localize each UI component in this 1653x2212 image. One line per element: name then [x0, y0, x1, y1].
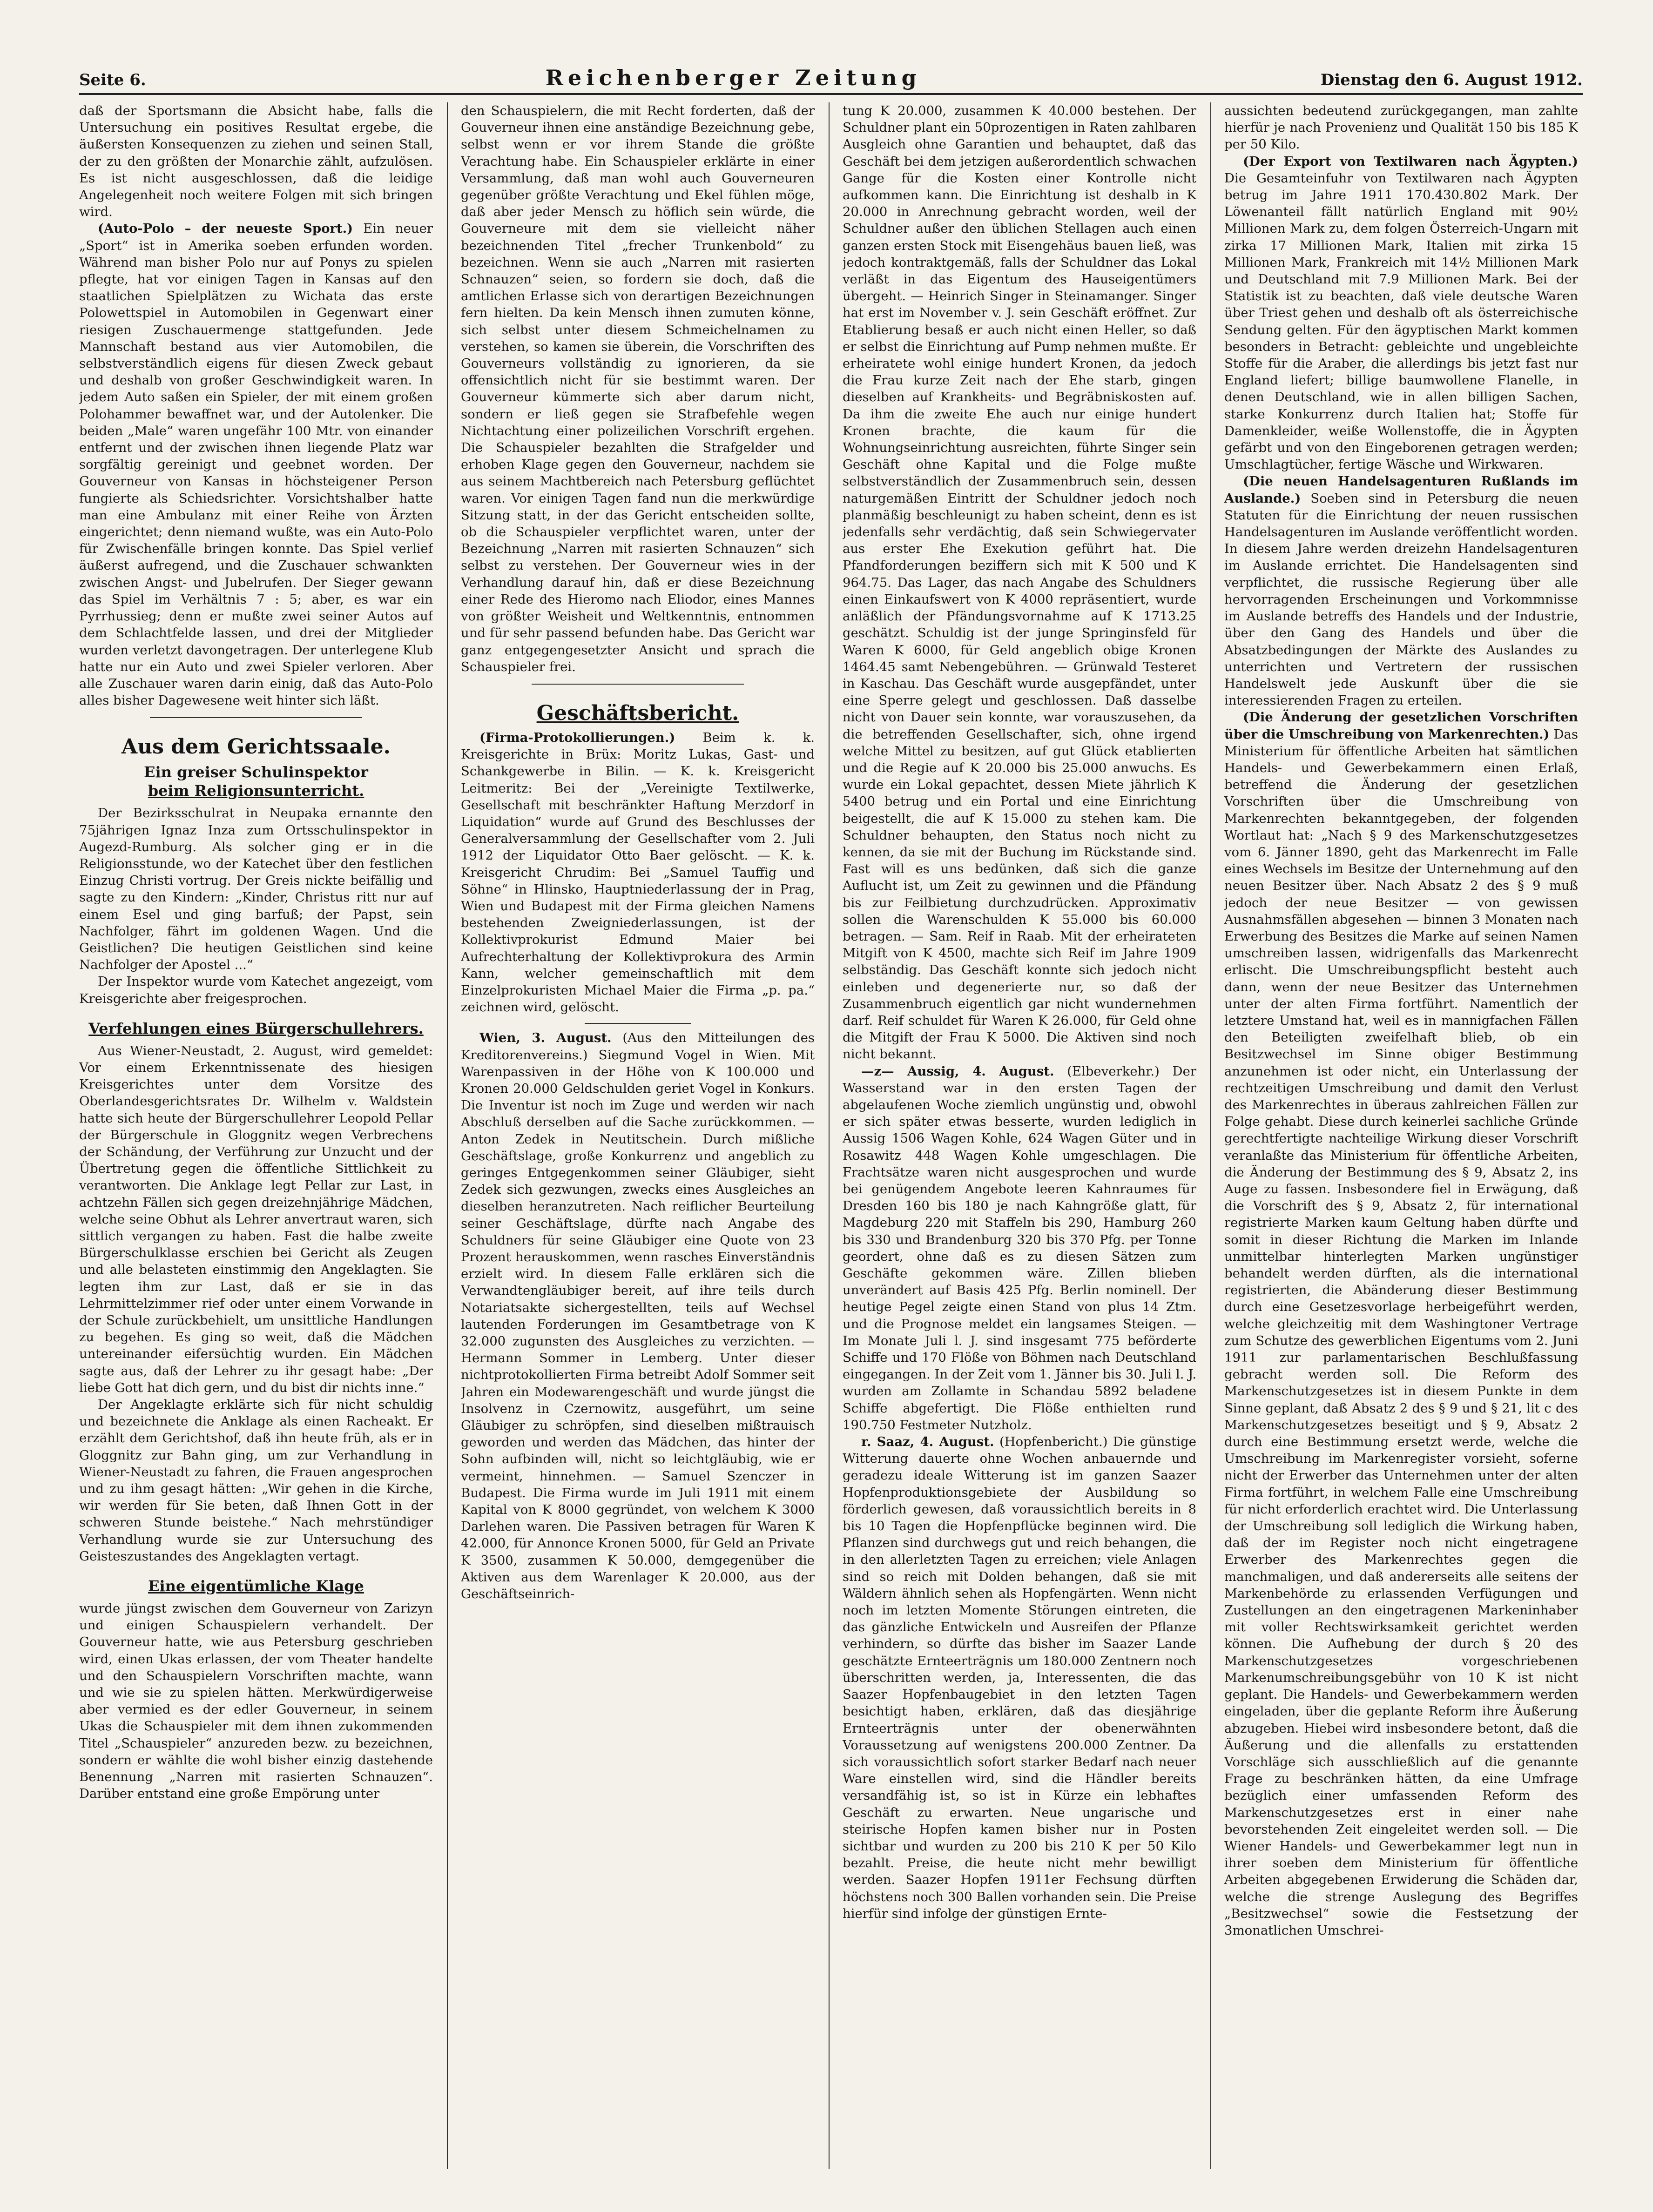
column-2 — [461, 102, 815, 2169]
article-paragraph — [79, 220, 433, 709]
newspaper-page — [79, 56, 1583, 2178]
article-lead: —z— Aussig, 4. August. — [861, 1063, 1054, 1079]
article-heading: beim Religionsunterricht. — [148, 782, 364, 800]
article-text: Soeben sind in Petersburg die neuen Statuten für die Einrichtung der neuen russischen Handelsagenturen im Auslande veröffentlicht worden. In diesem Jahre werden dreizehn Handelsagenturen im Auslande errichtet. Die Handelsagenten sind verpflichtet, die russische Regierung über alle hervorragenden Erscheinungen und Vorkommnisse im Auslande betreffs des Handels und der Industrie, über den Gang des Handels und über die Absatzbedingungen der Märkte des Auslandes zu unterrichten und Vertretern der russischen Handelswelt jede Auskunft über die sie interessierenden Fragen zu erteilen. — [1224, 491, 1578, 708]
section-heading: Geschäftsbericht. — [536, 701, 739, 725]
article-paragraph: Aus Wiener-Neustadt, 2. August, wird gemeldet: Vor einem Erkenntnissenate des hiesigen Kreisgerichtes unter dem Vorsitze des Oberlandesgerichtsrates Dr. Wilhelm v. Waldstein hatte sich heute der Bürgerschullehrer Leopold Pellar der Bürgerschule in Gloggnitz wegen Verbrechens der Schändung, der Verführung zur Unzucht und der Übertretung gegen die öffentliche Sittlichkeit zu verantworten. Die Anklage legt Pellar zur Last, in achtzehn Fällen sich gegen dreizehnjährige Mädchen, welche seine Obhut als Lehrer anvertraut waren, sich sittlich vergangen zu haben. Fast die halbe zweite Bürgerschulklasse erschien bei Gericht als Zeugen und alle belasteten einstimmig den Angeklagten. Sie legten ihm zur Last, daß er sie in das Lehrmittelzimmer rief oder unter einem Vorwande in der Schule zurückbehielt, um unsittliche Handlungen zu begehen. Es ging so weit, daß die Mädchen untereinander eifersüchtig wurden. Ein Mädchen sagte aus, daß der Lehrer zu ihr gesagt habe: „Der liebe Gott hat dich gern, und du bist dir nichts inne.“ — [79, 1043, 433, 1395]
article-paragraph: aussichten bedeutend zurückgegangen, man zahlte hierfür je nach Provenienz und Qualität 150 bis 185 K per 50 Kilo. — [1224, 103, 1578, 152]
article-lead: (Auto-Polo – der neueste Sport.) — [98, 221, 353, 236]
column-rule — [829, 102, 830, 2169]
article-paragraph — [1224, 709, 1578, 1939]
issue-date: Dienstag den 6. August 1912. — [1320, 71, 1583, 89]
article-lead: (Die Änderung der gesetzlichen Vorschriften über die Umschreibung von Markenrechten.) — [1224, 710, 1578, 742]
article-lead: (Der Export von Textilwaren nach Ägypten.) — [1243, 154, 1578, 169]
article-text: (Elbeverkehr.) Der Wasserstand war in den ersten Tagen der abgelaufenen Woche ziemlich ungünstig und, obwohl er sich später etwas besserte, wurden lediglich in Aussig 1506 Wagen Kohle, 624 Wagen Güter und in Rosawitz 448 Wagen Kohle umgeschlagen. Die Frachtsätze waren nicht ausgesprochen und wurde bei genügendem Angebote leeren Kahnraumes für Dresden 160 bis 180 je nach Kahngröße glatt, für Magdeburg 220 mit Staffeln bis 290, Hamburg 260 bis 330 und Brandenburg 320 bis 370 Pfg. per Tonne geordert, ohne daß es zu diesen Sätzen zum Geschäfte gekommen wäre. Zillen blieben unverändert auf Basis 425 Pfg. Berlin nominell. Der heutige Pegel zeigte einen Stand von plus 14 Ztm. und die Prognose meldet ein langsames Steigen. — Im Monate Juli l. J. sind insgesamt 775 beförderte Schiffe und 170 Flöße von Böhmen nach Deutschland eingegangen. In der Zeit vom 1. Jänner bis 30. Juli l. J. wurden am Zollamte in Schandau 5892 beladene Schiffe abgefertigt. Die Flöße enthielten rund 190.750 Festmeter Nutzholz. — [843, 1063, 1196, 1432]
section-divider — [532, 684, 744, 685]
article-lead: (Die neuen Handelsagenturen Rußlands im Auslande.) — [1224, 474, 1578, 506]
article-paragraph: daß der Sportsmann die Absicht habe, falls die Untersuchung ein positives Resultat ergebe, die äußersten Konsequenzen zu ziehen und seinen Stall, der zu den größten der Monarchie zählt, aufzulösen. Es ist nicht ausgeschlossen, daß die leidige Angelegenheit noch weitere Folgen mit sich bringen wird. — [79, 103, 433, 220]
article-paragraph — [1224, 153, 1578, 473]
article-text: Beim k. k. Kreisgerichte in Brüx: Moritz Lukas, Gast- und Schankgewerbe in Bilin. — K. k. Kreisgericht Leitmeritz: Bei der „Vereinigte Textilwerke, Gesellschaft mit beschränkter Haftung Merzdorf in Liquidation“ wurde auf Grund des Beschlusses der Generalversammlung der Gesellschafter vom 2. Juli 1912 der Liquidator Otto Baer gelöscht. — K. k. Kreisgericht Chrudim: Bei „Samuel Tauffig und Söhne“ in Hlinsko, Hauptniederlassung der in Prag, Wien und Budapest mit der Firma gleichen Namens bestehenden Zweigniederlassungen, ist der Kollektivprokurist Edmund Maier bei Aufrechterhaltung der Kollektivprokura des Armin Kann, welcher gemeinschaftlich mit dem Einzelprokuristen Michael Maier die Firma „p. pa.“ zeichnen wird, gelöscht. — [461, 730, 815, 1015]
article-paragraph: Der Inspektor wurde vom Katechet angezeigt, vom Kreisgerichte aber freigesprochen. — [79, 974, 433, 1006]
page-number: Seite 6. — [79, 71, 146, 89]
article-heading: Eine eigentümliche Klage — [148, 1577, 364, 1595]
column-rule — [447, 102, 448, 2169]
article-text: Die Gesamteinfuhr von Textilwaren nach Ägypten betrug im Jahre 1911 170.430.802 Mark. Der Löwenanteil fällt natürlich England mit 90½ Millionen Mark zu, dem folgen Österreich-Ungarn mit zirka 17 Millionen Mark, Italien mit zirka 15 Millionen Mark, Frankreich mit 14½ Millionen Mark und Deutschland mit 7.9 Millionen Mark. Bei der Statistik ist zu beachten, daß viele deutsche Waren über Triest gehen und deshalb oft als österreichische Sendung gelten. Für den ägyptischen Markt kommen besonders in Betracht: gebleichte und ungebleichte Stoffe für die Araber, die allerdings bis jetzt fast nur England liefert; billige baumwollene Flanelle, in denen Deutschland, wie in allen billigen Sachen, starke Konkurrenz durch Italien hat; Stoffe für Damenkleider, weiße Wollenstoffe, die in Ägypten gefärbt und von den Eingeborenen getragen werden; Umschlagtücher, fertige Wäsche und Wirkwaren. — [1224, 170, 1578, 472]
columns — [79, 102, 1583, 2169]
column-4 — [1224, 102, 1578, 2169]
article-lead: (Firma-Protokollierungen.) — [479, 730, 675, 745]
newspaper-title: Reichenberger Zeitung — [545, 65, 921, 90]
column-3 — [843, 102, 1196, 2169]
article-paragraph — [843, 1063, 1196, 1433]
article-text: Das Ministerium für öffentliche Arbeiten hat sämtlichen Handels- und Gewerbekammern einen Erlaß, betreffend die Änderung der gesetzlichen Vorschriften über die Umschreibung von Markenrechten bekanntgegeben, der folgenden Wortlaut hat: „Nach § 9 des Markenschutzgesetzes vom 6. Jänner 1890, geht das Markenrecht im Falle eines Wechsels im Besitze der Unternehmung auf den neuen Besitzer über. Nach Absatz 2 des § 9 muß jedoch der neue Besitzer — von gewissen Ausnahmsfällen abgesehen — binnen 3 Monaten nach Erwerbung des Besitzes die Marke auf seinen Namen umschreiben lassen, widrigenfalls das Markenrecht erlischt. Die Umschreibungspflicht besteht auch dann, wenn der neue Besitzer das Unternehmen unter der alten Firma fortführt. Namentlich der letztere Umstand hat, weil es in mannigfachen Fällen den Beteiligten zweifelhaft blieb, ob ein Besitzwechsel im Sinne obiger Bestimmung anzunehmen ist oder nicht, ein Unterlassung der rechtzeitigen Umschreibung und damit den Verlust des Markenrechtes in überaus zahlreichen Fällen zur Folge gehabt. Diese durch keinerlei sachliche Gründe gerechtfertigte nachteilige Wirkung dieser Vorschrift veranlaßte das Ministerium für öffentliche Arbeiten, die Änderung der Bestimmung des § 9, Absatz 2, ins Auge zu fassen. Insbesondere fiel in Erwägung, daß die Vorschrift des § 9, Absatz 2, für international registrierte Marken kaum Geltung haben dürfte und somit in dieser Richtung die Marken im Inlande unmittelbar hinterlegten Marken ungünstiger behandelt werden dürften, als die international registrierten, die Abänderung dieser Bestimmung durch eine Gesetzesvorlage herbeigeführt werden, welche gleichzeitig mit dem Washingtoner Vertrage zum Schutze des gewerblichen Eigentums vom 2. Juni 1911 zur parlamentarischen Beschlußfassung gebracht werden soll. Die Reform des Markenschutzgesetzes ist in diesem Punkte in dem Sinne geplant, daß Absatz 2 des § 9 und § 21, lit c des Markenschutzgesetzes beseitigt und § 9, Absatz 2 durch eine Bestimmung ersetzt werde, welche die Umschreibung im Markenregister vorsieht, soferne nicht der Erwerber das Unternehmen unter der alten Firma fortführt, in welchem Falle eine Umschreibung für nicht erforderlich erachtet wird. Die Unterlassung der Umschreibung soll lediglich die Wirkung haben, daß der im Register noch nicht eingetragene Erwerber des Markenrechtes gegen die manchmaligen, und daß andererseits alle seitens der Markenbehörde zu erlassenden Verfügungen und Zustellungen an den eingetragenen Markeninhaber mit voller Rechtswirksamkeit gerichtet werden können. Die Aufhebung der durch § 20 des Markenschutzgesetzes vorgeschriebenen Markenumschreibungsgebühr von 10 K ist nicht geplant. Die Handels- und Gewerbekammern werden eingeladen, über die geplante Reform ihre Äußerung abzugeben. Hiebei wird insbesondere betont, daß die Äußerung und die allenfalls zu erstattenden Vorschläge sich ausschließlich auf die genannte Frage zu beschränken hätten, da eine Umfrage bezüglich einer umfassenden Reform des Markenschutzgesetzes erst in einer nahe bevorstehenden Zeit eingeleitet werden soll. — Die Wiener Handels- und Gewerbekammer legt nun in ihrer soeben dem Ministerium für öffentliche Arbeiten abgegebenen Erwiderung die Schäden dar, welche die strenge Auslegung des Begriffes „Besitzwechsel“ sowie die Festsetzung der 3monatlichen Umschrei- — [1224, 726, 1578, 1938]
article-paragraph: tung K 20.000, zusammen K 40.000 bestehen. Der Schuldner plant ein 50prozentigen in Raten zahlbaren Ausgleich ohne Garantien und behauptet, daß das Geschäft bei dem jetzigen außerordentlich schwachen Gange für die Kosten einer Kontrolle nicht aufkommen kann. Die Einrichtung ist deshalb in K 20.000 in Anrechnung gebracht worden, weil der Schuldner außer den üblichen Stellagen auch einen ganzen ersten Stock mit Eisengehäus bauen ließ, was jedoch kontraktgemäß, falls der Schuldner das Lokal verläßt in das Eigentum des Hauseigentümers übergeht. — Heinrich Singer in Steinamanger. Singer hat erst im November v. J. sein Geschäft eröffnet. Zur Etablierung besaß er auch nicht einen Heller, so daß er selbst die Einrichtung auf Pump nehmen mußte. Er erheiratete wohl einige hundert Kronen, da jedoch die Frau kurze Zeit nach der Ehe starb, gingen dieselben auf Krankheits- und Begräbniskosten auf. Da ihm die zweite Ehe auch nur einige hundert Kronen brachte, die kaum für die Wohnungseinrichtung ausreichten, führte Singer sein Geschäft ohne Kapital und die Folge mußte selbstverständlich der Zusammenbruch sein, dessen naturgemäßen Eintritt der Schuldner jedoch noch planmäßig beschleunigt zu haben scheint, denn es ist jedenfalls sehr verdächtig, daß sein Schwiegervater aus erster Ehe Exekution geführt hat. Die Pfandforderungen beziffern sich mit K 500 und K 964.75. Das Lager, das nach Angabe des Schuldners einen Einkaufswert von K 4000 repräsentiert, wurde anläßlich der Pfändungsvornahme auf K 1713.25 geschätzt. Schuldig ist der junge Springinsfeld für Waren K 6000, für Geld angeblich obige Kronen 1464.45 samt Nebengebühren. — Grünwald Testeret in Kaschau. Das Geschäft wurde ausgepfändet, unter eine Sperre gelegt und geschlossen. Daß dasselbe nicht von Dauer sein konnte, war vorauszusehen, da die betreffenden Gesellschafter, sich, ohne irgend welche Mittel zu besitzen, auf gut Glück etablierten und die Regie auf K 20.000 bis 25.000 anwuchs. Es wurde ein Lokal gepachtet, dessen Miete jährlich K 5400 betrug und ein Portal und eine Einrichtung beigestellt, die auf K 15.000 zu stehen kam. Die Schuldner behaupten, den Status noch nicht zu kennen, da sie mit der Buchung im Rückstande sind. Fast will es uns bedünken, daß sich die ganze Auflucht ist, um Zeit zu gewinnen und die Pfändung bis zur Feilbietung durchzudrücken. Approximativ sollen die Warenschulden K 55.000 bis 60.000 betragen. — Sam. Reif in Raab. Mit der erheirateten Mitgift von K 4500, machte sich Reif im Jahre 1909 selbständig. Das Geschäft konnte sich jedoch nicht einleben und degenerierte nur, so daß der Zusammenbruch eigentlich gar nicht wundernehmen darf. Reif schuldet für Waren K 26.000, für Geld ohne die Mitgift der Frau K 5000. Die Aktiven sind noch nicht bekannt. — [843, 103, 1196, 1062]
article-divider — [585, 1023, 691, 1024]
article-heading: Ein greiser Schulinspektor — [144, 763, 368, 781]
article-lead: Wien, 3. August. — [479, 1030, 612, 1046]
article-heading: Verfehlungen eines Bürgerschullehrers. — [88, 1019, 424, 1037]
column-rule — [1210, 102, 1211, 2169]
column-1 — [79, 102, 433, 2169]
article-text: (Hopfenbericht.) Die günstige Witterung dauerte ohne Wochen anbauernde und geradezu ideale Witterung ist im ganzen Saazer Hopfenproduktionsgebiete der Ausbildung so förderlich gewesen, daß voraussichtlich bereits in 8 bis 10 Tagen die Hopfenpflücke beginnen wird. Die Pflanzen sind durchwegs gut und reich behangen, die in den allerletzten Tagen zu erreichen; viele Anlagen sind so reich mit Dolden behangen, daß sie mit Wäldern ähnlich sehen als Hopfengärten. Wenn nicht noch im letzten Momente Störungen eintreten, die das gänzliche Entwickeln und Ausreifen der Pflanze verhindern, so dürfte das bisher im Saazer Lande geschätzte Ernteerträgnis um 180.000 Zentnern noch überschritten werden, ja, Interessenten, die das Saazer Hopfenbaugebiet in den letzten Tagen besichtigt haben, erklären, daß das diesjährige Ernteerträgnis unter der obenerwähnten Voraussetzung auf wenigstens 200.000 Zentner. Da sich voraussichtlich sofort starker Bedarf nach neuer Ware einstellen wird, sind die Händler bereits versandfähig ist, so ist in Kürze ein lebhaftes Geschäft zu erwarten. Neue ungarische und steirische Hopfen kamen bisher nur in Posten sichtbar und wurden zu 200 bis 210 K per 50 Kilo bezahlt. Preise, die heute nicht mehr bewilligt werden. Saazer Hopfen 1911er Fechsung dürften höchstens noch 300 Ballen vorhanden sein. Die Preise hierfür sind infolge der günstigen Ernte- — [843, 1434, 1196, 1921]
article-paragraph: wurde jüngst zwischen dem Gouverneur von Zarizyn und einigen Schauspielern verhandelt. Der Gouverneur hatte, wie aus Petersburg geschrieben wird, einen Ukas erlassen, der vom Theater handelte und den Schauspielern Vorschriften machte, wann und wie sie zu spielen hätten. Merkwürdigerweise aber vermied es der edler Gouverneur, in seinem Ukas die Schauspieler mit dem ihnen zukommenden Titel „Schauspieler“ anzureden bezw. zu bezeichnen, sondern er wählte die wohl bisher einzig dastehende Benennung „Narren mit rasierten Schnauzen“. Darüber entstand eine große Empörung unter — [79, 1601, 433, 1802]
article-paragraph — [461, 729, 815, 1015]
article-text: (Aus den Mitteilungen des Kreditorenvereins.) Siegmund Vogel in Wien. Mit Warenpassiven in der Höhe von K 100.000 und Kronen 20.000 Geldschulden geriet Vogel in Konkurs. Die Inventur ist noch im Zuge und werden wir nach Abschluß derselben auf die Sache zurückkommen. — Anton Zedek in Neutitschein. Durch mißliche Geschäftslage, große Konkurrenz und angeblich zu geringes Entgegenkommen seiner Gläubiger, sieht Zedek sich gezwungen, zwecks eines Ausgleiches an dieselben heranzutreten. Nach reiflicher Beurteilung seiner Geschäftslage, dürfte nach Angabe des Schuldners für seine Gläubiger eine Quote von 23 Prozent herauskommen, wenn rasches Einverständnis erzielt wird. In diesem Falle erklären sich die Verwandtengläubiger bereit, auf ihre teils durch Notariatsakte sichergestellten, teils auf Wechsel lautenden Forderungen im Gesamtbetrage von K 32.000 zugunsten des Ausgleiches zu verzichten. — Hermann Sommer in Lemberg. Unter dieser nichtprotokollierten Firma betreibt Adolf Sommer seit Jahren ein Modewarengeschäft und wurde jüngst die Insolvenz in Czernowitz, ausgeführt, um seine Gläubiger zu schröpfen, sind dieselben mißtrauisch geworden und werden das Mädchen, das hinter der Sohn aufbinden will, nicht so leichtgläubig, wie er vermeint, hinnehmen. — Samuel Szenczer in Budapest. Die Firma wurde im Juli 1911 mit einem Kapital von K 8000 gegründet, von welchem K 3000 Darlehen waren. Die Passiven betragen für Waren K 42.000, für Annonce Kronen 5000, für Geld an Private K 3500, zusammen K 50.000, demgegenüber die Aktiven aus dem Warenlager K 20.000, aus der Geschäftseinrich- — [461, 1030, 815, 1602]
page-header — [79, 56, 1583, 95]
section-heading: Aus dem Gerichtssaale. — [121, 735, 391, 759]
article-text: Ein neuer „Sport“ ist in Amerika soeben erfunden worden. Während man bisher Polo nur auf Ponys zu spielen pflegte, hat vor einigen Tagen in Kansas auf den staatlichen Spielplätzen zu Wichata das erste Polowettspiel in Automobilen in Gegenwart einer riesigen Zuschauermenge stattgefunden. Jede Mannschaft bestand aus vier Automobilen, die selbstverständlich eigens für diesen Zweck gebaut und deshalb von großer Geschwindigkeit waren. In jedem Auto saßen ein Spieler, der mit einem großen Polohammer bewaffnet war, und der Autolenker. Die beiden „Male“ waren ungefähr 100 Mtr. von einander entfernt und der zwischen ihnen liegende Platz war sorgfältig gereinigt und geebnet worden. Der Gouverneur von Kansas in höchsteigener Person fungierte als Schiedsrichter. Vorsichtshalber hatte man eine Ambulanz mit einer Reihe von Ärzten eingerichtet; denn niemand wußte, was ein Auto-Polo für Zwischenfälle bringen konnte. Das Spiel verlief äußerst aufregend, und die Zuschauer schwankten zwischen Angst- und Jubelrufen. Der Sieger gewann das Spiel im Verhältnis 7 : 5; aber, es war ein Pyrrhussieg; denn er mußte zwei seiner Autos auf dem Schlachtfelde lassen, und drei der Mitglieder wurden verletzt davongetragen. Der unterlegene Klub hatte nur ein Auto und zwei Spieler verloren. Aber alle Zuschauer waren darin einig, daß das Auto-Polo alles bisher Dagewesene weit hinter sich läßt. — [79, 221, 433, 708]
section-divider — [150, 717, 362, 718]
article-paragraph: den Schauspielern, die mit Recht forderten, daß der Gouverneur ihnen eine anständige Bezeichnung gebe, selbst wenn er vor ihrem Stande die größte Verachtung habe. Ein Schauspieler erklärte in einer Versammlung, daß man wohl auch Gouverneuren gegenüber größte Verachtung und Ekel fühlen möge, daß aber jeder Mensch zu höflich sein würde, die Gouverneure mit dem sie vielleicht näher bezeichnenden Titel „frecher Trunkenbold“ zu bezeichnen. Wenn sie auch „Narren mit rasierten Schnauzen“ seien, so fordern sie doch, daß die amtlichen Erlasse sich von derartigen Bezeichnungen fern hielten. Da kein Mensch ihnen zumuten könne, sich selbst unter diesem Schmeichelnamen zu verstehen, so kamen sie überein, die Vorschriften des Gouverneurs vollständig zu ignorieren, da sie offensichtlich nicht für sie bestimmt waren. Der Gouverneur kümmerte sich aber darum nicht, sondern er ließ gegen sie Strafbefehle wegen Nichtachtung einer polizeilichen Vorschrift ergehen. Die Schauspieler bezahlten die Strafgelder und erhoben Klage gegen den Gouverneur, nachdem sie aus seinem Machtbereich nach Petersburg geflüchtet waren. Vor einigen Tagen fand nun die merkwürdige Sitzung statt, in der das Gericht entscheiden sollte, ob die Schauspieler verpflichtet waren, unter der Bezeichnung „Narren mit rasierten Schnauzen“ sich selbst zu verstehen. Der Gouverneur wies in der Verhandlung darauf hin, daß er diese Bezeichnung einer Rede des Hieromo nach Eliodor, eines Mannes von größter Weisheit und Weltkenntnis, entnommen und für sehr passend befunden habe. Das Gericht war ganz entgegengesetzter Ansicht und sprach die Schauspieler frei. — [461, 103, 815, 674]
article-paragraph: Der Angeklagte erklärte sich für nicht schuldig und bezeichnete die Anklage als einen Racheakt. Er erzählt dem Gerichtshof, daß ihn heute früh, als er in Gloggnitz zur Bahn ging, um zur Verhandlung in Wiener-Neustadt zu fahren, die Frauen angesprochen und zu ihm gesagt hätten: „Wir gehen in die Kirche, wir werden für Sie beten, daß Ihnen Gott in der schweren Stunde beistehe.“ Nach mehrstündiger Verhandlung wurde sie zur Untersuchung des Geisteszustandes des Angeklagten vertagt. — [79, 1397, 433, 1564]
article-paragraph: Der Bezirksschulrat in Neupaka ernannte den 75jährigen Ignaz Inza zum Ortsschulinspektor in Augezd-Rumburg. Als solcher ging er in die Religionsstunde, wo der Katechet über den festlichen Einzug Christi vortrug. Der Greis nickte beifällig und sagte zu den Kindern: „Kinder, Christus ritt nur auf einem Esel und ging barfuß; der Papst, sein Nachfolger, fährt im goldenen Wagen. Und die Geistlichen? Die heutigen Geistlichen sind keine Nachfolger der Apostel ...“ — [79, 806, 433, 973]
article-paragraph — [843, 1433, 1196, 1922]
article-lead: r. Saaz, 4. August. — [861, 1434, 994, 1450]
article-paragraph — [461, 1029, 815, 1602]
article-paragraph — [1224, 473, 1578, 709]
